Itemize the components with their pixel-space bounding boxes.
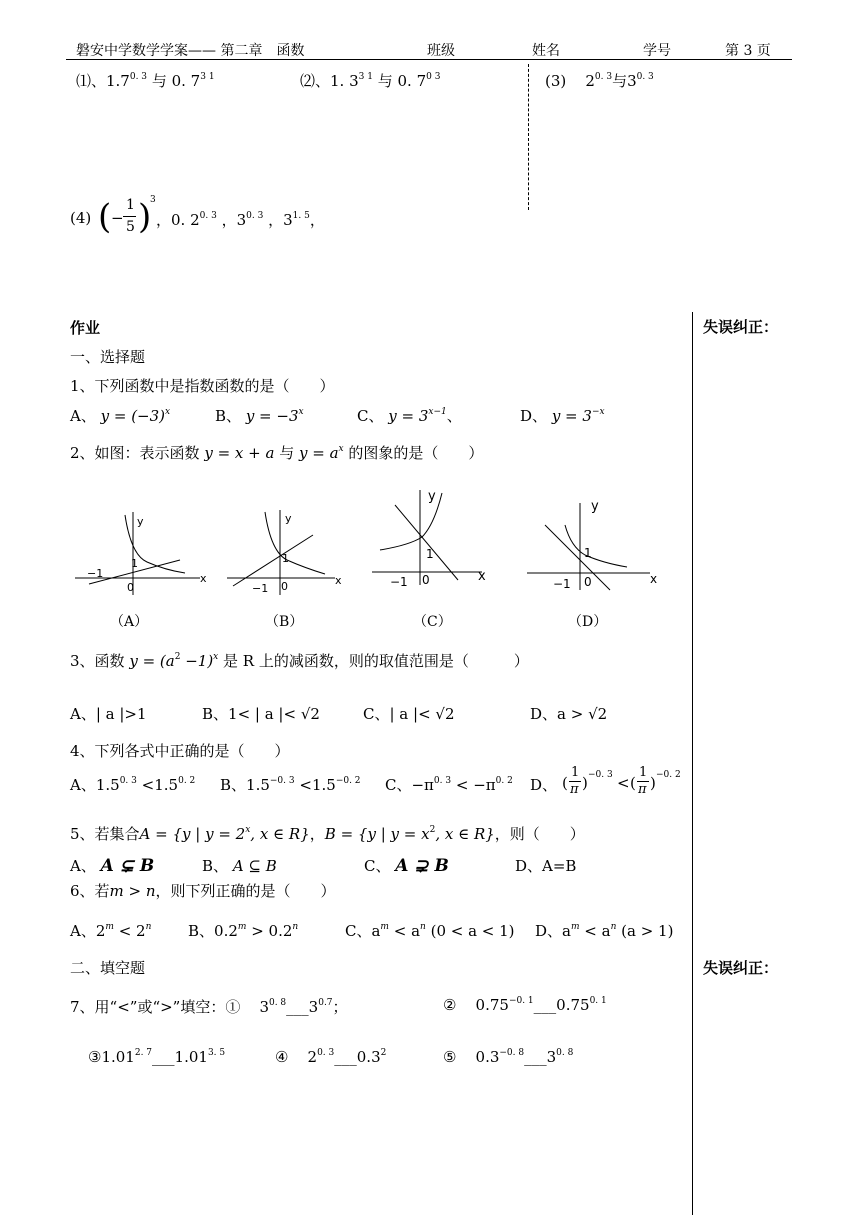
svg-text:y: y (591, 499, 599, 514)
graph-c (370, 485, 500, 590)
q7-item-5: ⑤ $0.3^{-0. 8}\_\_\_3^{0. 8}$ (443, 1048, 574, 1066)
section-choice: 一、选择题 (70, 348, 146, 366)
header-rule (66, 59, 792, 60)
correction-divider (692, 312, 693, 1215)
q5-option-a: A、 A ⊊ B (70, 856, 155, 876)
q6-option-c: C、$a^m < a^n$ (0 < a < 1) (345, 922, 515, 940)
q7-row-1: 7、用“<”或“>”填空：① $3^{0. 8}\_\_\_3^{0.7}$； (70, 998, 348, 1016)
q4-option-c: C、$-\pi^{0. 3} < -\pi^{0. 2}$ (385, 776, 513, 794)
q4-option-b: B、$1.5^{-0. 3} <1.5^{-0. 2}$ (220, 776, 361, 794)
header-class-label: 班级 (427, 43, 455, 59)
q6-option-d: D、$a^m < a^n$ (a > 1) (535, 922, 674, 940)
correction-label-2: 失误纠正： (703, 959, 779, 977)
q4-option-a: A、$1.5^{0. 3} <1.5^{0. 2}$ (70, 776, 196, 794)
svg-text:1: 1 (584, 546, 592, 560)
q7-row-2: $③1.01^{2. 7}\_\_\_1.01^{3. 5}$ (88, 1048, 226, 1066)
svg-text:1: 1 (131, 557, 138, 570)
svg-text:−1: −1 (553, 577, 571, 591)
q5-stem: 5、若集合A = {y | $y = 2^x$, x ∈ R}，B = {y | $y = x^2$, x ∈ R}，则（ ） (70, 825, 585, 843)
svg-text:x: x (478, 569, 486, 584)
q1-option-a: A、 $y = (-3)^x$ (70, 407, 171, 425)
header-title: 磐安中学数学学案—— 第二章 函数 (76, 43, 305, 59)
header-name-label: 姓名 (532, 43, 560, 59)
svg-text:x: x (650, 572, 658, 586)
q3-stem: 3、函数 $y = (a^2 -1)^x$ 是 R 上的减函数，则的取值范围是（ ） (70, 652, 529, 670)
svg-text:1: 1 (282, 552, 289, 565)
correction-label-1: 失误纠正： (703, 318, 779, 336)
graph-a (75, 500, 215, 600)
svg-text:0: 0 (281, 580, 288, 593)
q7-item-4: ④ $2^{0. 3}\_\_\_0.3^2$ (275, 1048, 387, 1066)
svg-text:−1: −1 (87, 567, 104, 580)
q3-option-d: D、a > √2 (530, 705, 608, 723)
svg-text:0: 0 (584, 575, 592, 589)
svg-text:0: 0 (422, 573, 430, 587)
q5-option-d: D、A=B (515, 857, 577, 875)
q1-option-d: D、 $y = 3^{-x}$ (520, 407, 605, 425)
graph-d-caption: （D） (568, 614, 608, 630)
q6-option-a: A、$2^m < 2^n$ (70, 922, 152, 940)
q1-stem: 1、下列函数中是指数函数的是（ ） (70, 377, 335, 395)
q3-option-b: B、1< | a |< √2 (202, 705, 320, 723)
q1-option-b: B、 $y = -3^x$ (215, 407, 304, 425)
svg-text:−1: −1 (252, 582, 269, 595)
graph-c-caption: （C） (413, 614, 452, 630)
q6-option-b: B、$0.2^m > 0.2^n$ (188, 922, 299, 940)
graph-a-caption: （A） (110, 614, 149, 630)
compare-2: ⑵、1. $3^{3 1}$ 与 0. $7^{0 3}$ (300, 72, 441, 90)
q5-option-c: C、 A ⊋ B (364, 856, 449, 876)
dashed-divider (528, 64, 529, 210)
q3-option-a: A、| a |>1 (70, 705, 147, 723)
q3-option-c: C、| a |< √2 (363, 705, 455, 723)
header-id-label: 学号 (643, 43, 671, 59)
compare-1: ⑴、$1.7^{0. 3}$ 与 0. $7^{3 1}$ (76, 72, 215, 90)
q1-option-c: C、 $y = 3^{x-1}$、 (357, 407, 462, 425)
homework-title: 作业 (70, 319, 101, 337)
graph-d (525, 495, 660, 595)
graph-b (225, 500, 365, 600)
q7-item-2: ② $0.75^{-0. 1}\_\_\_0.75^{0. 1}$ (443, 996, 607, 1014)
q2-stem: 2、如图：表示函数 y = x + a 与 $y = a^x$ 的图象的是（ ） (70, 444, 484, 462)
q4-stem: 4、下列各式中正确的是（ ） (70, 742, 290, 760)
svg-text:1: 1 (426, 547, 434, 561)
q6-stem: 6、若m > n，则下列正确的是（ ） (70, 882, 336, 900)
svg-text:y: y (137, 515, 144, 528)
svg-text:x: x (335, 574, 342, 587)
section-fill: 二、填空题 (70, 959, 146, 977)
svg-text:y: y (428, 489, 436, 504)
svg-text:−1: −1 (390, 575, 408, 589)
header-page: 第 3 页 (725, 43, 771, 59)
graph-b-caption: （B） (265, 614, 304, 630)
svg-text:y: y (285, 512, 292, 525)
compare-3: (3) $2^{0. 3}$与$3^{0. 3}$ (545, 72, 654, 90)
svg-text:x: x (200, 572, 207, 585)
svg-text:0: 0 (127, 581, 134, 594)
q5-option-b: B、 A ⊆ B (202, 857, 277, 875)
